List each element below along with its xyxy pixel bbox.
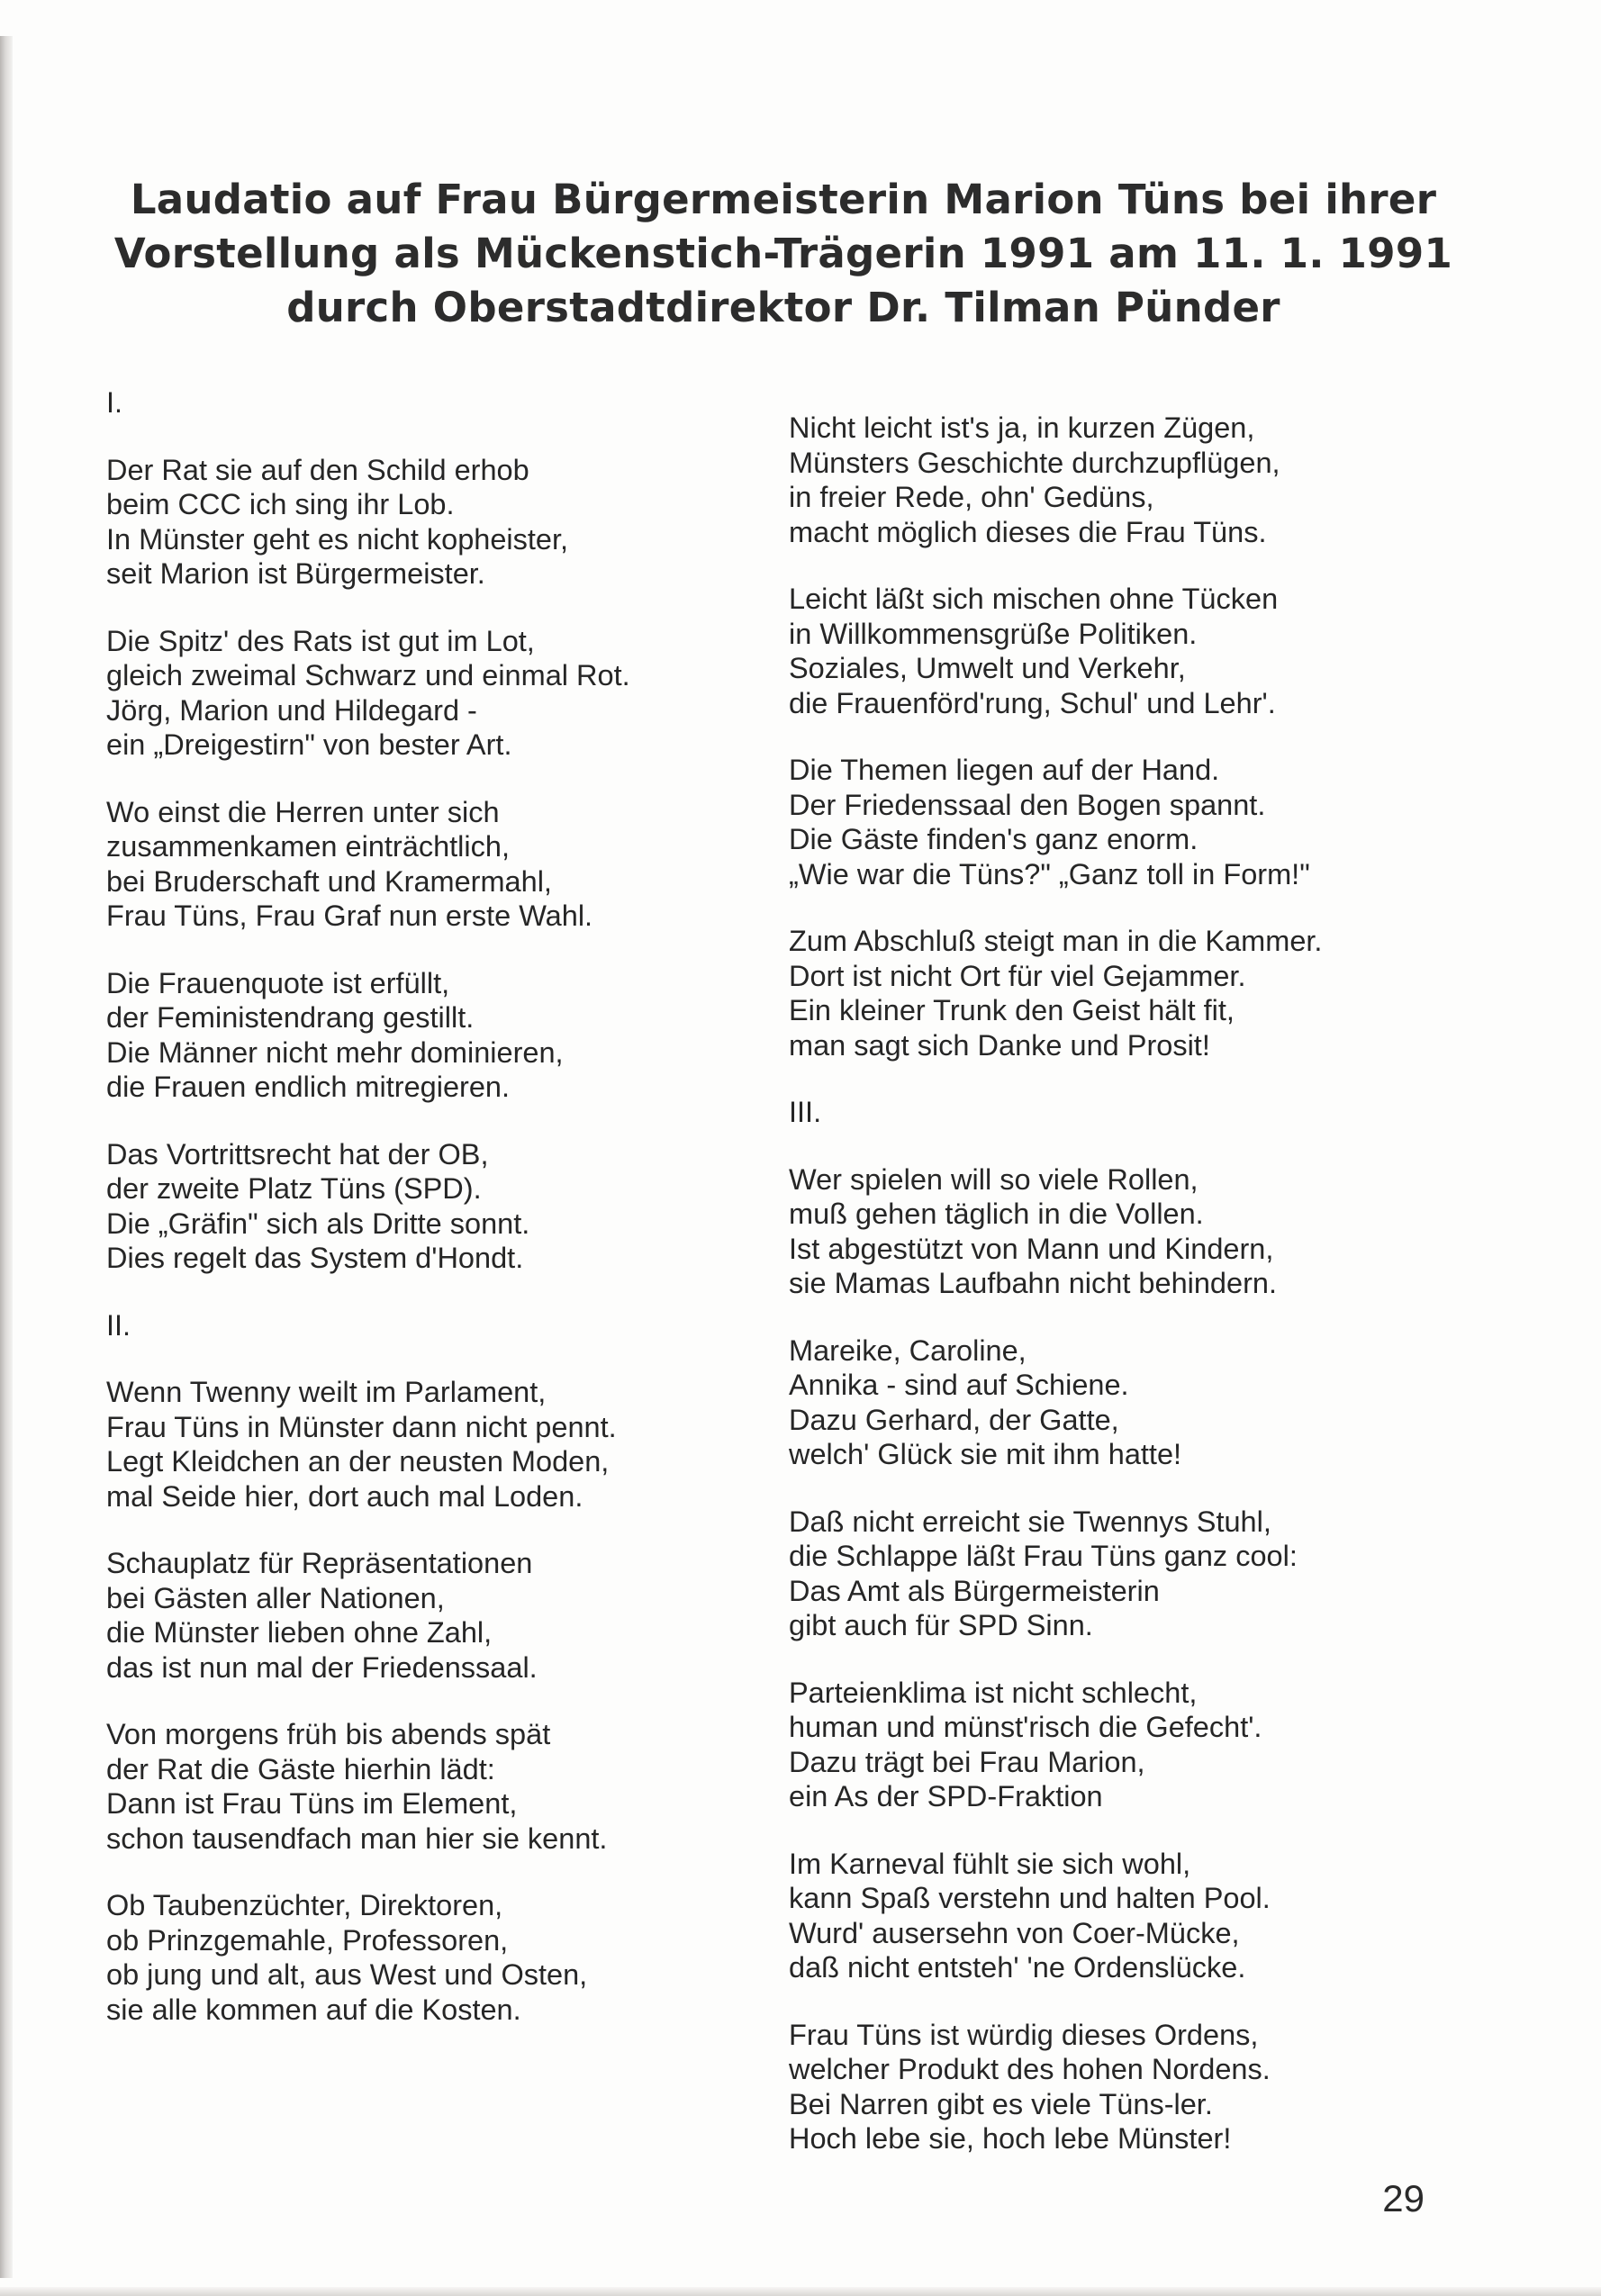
verse-line: Frau Tüns in Münster dann nicht pennt. xyxy=(106,1410,617,1443)
verse-line: bei Bruderschaft und Kramermahl, xyxy=(106,864,552,898)
title-line: Vorstellung als Mückenstich-Trägerin 1991 am 11. 1. 1991 xyxy=(113,230,1453,277)
stanza xyxy=(106,453,755,592)
verse-line: seit Marion ist Bürgermeister. xyxy=(106,557,485,590)
verse-line: Wenn Twenny weilt im Parlament, xyxy=(106,1376,547,1408)
verse-line: Daß nicht erreicht sie Twennys Stuhl, xyxy=(789,1505,1271,1538)
verse-line: Schauplatz für Repräsentationen xyxy=(106,1547,533,1579)
verse-line: in Willkommensgrüße Politiken. xyxy=(789,617,1198,650)
verse-line: welch' Glück sie mit ihm hatte! xyxy=(789,1438,1182,1470)
verse-line: mal Seide hier, dort auch mal Loden. xyxy=(106,1479,583,1513)
stanza xyxy=(789,1162,1473,1301)
page-bottom-edge xyxy=(0,2287,1601,2296)
verse-line: Dazu Gerhard, der Gatte, xyxy=(789,1403,1119,1436)
verse-line: der zweite Platz Tüns (SPD). xyxy=(106,1172,482,1205)
verse-line: bei Gästen aller Nationen, xyxy=(106,1581,445,1614)
stanza xyxy=(106,1375,755,1514)
verse-line: sie alle kommen auf die Kosten. xyxy=(106,1993,521,2026)
verse-line: ob jung und alt, aus West und Osten, xyxy=(106,1958,588,1991)
verse-line: der Feministendrang gestillt. xyxy=(106,1001,475,1034)
verse-line: kann Spaß verstehn und halten Pool. xyxy=(789,1882,1271,1914)
verse-line: Leicht läßt sich mischen ohne Tücken xyxy=(789,583,1279,615)
stanza xyxy=(789,753,1473,891)
verse-line: sie Mamas Laufbahn nicht behindern. xyxy=(789,1267,1278,1299)
right-column xyxy=(789,411,1473,2189)
verse-line: ein „Dreigestirn" von bester Art. xyxy=(106,728,512,761)
verse-line: Die Themen liegen auf der Hand. xyxy=(789,754,1220,786)
verse-line: welcher Produkt des hohen Nordens. xyxy=(789,2053,1271,2085)
stanza xyxy=(789,582,1473,720)
verse-line: In Münster geht es nicht kopheister, xyxy=(106,522,569,556)
verse-line: Die Spitz' des Rats ist gut im Lot, xyxy=(106,624,535,657)
verse-line: Die Männer nicht mehr dominieren, xyxy=(106,1035,564,1069)
verse-line: Soziales, Umwelt und Verkehr, xyxy=(789,652,1186,684)
verse-line: die Frauen endlich mitregieren. xyxy=(106,1071,511,1103)
verse-line: Dies regelt das System d'Hondt. xyxy=(106,1242,524,1274)
verse-line: Von morgens früh bis abends spät xyxy=(106,1718,551,1750)
verse-line: Frau Tüns, Frau Graf nun erste Wahl. xyxy=(106,899,593,932)
verse-line: ein As der SPD-Fraktion xyxy=(789,1780,1103,1812)
stanza xyxy=(789,411,1473,549)
verse-line: Dort ist nicht Ort für viel Gejammer. xyxy=(789,959,1246,992)
verse-line: Mareike, Caroline, xyxy=(789,1333,1027,1367)
verse-line: schon tausendfach man hier sie kennt. xyxy=(106,1821,608,1855)
stanza xyxy=(789,1676,1473,1814)
verse-line: Frau Tüns ist würdig dieses Ordens, xyxy=(789,2018,1259,2051)
verse-line: Münsters Geschichte durchzupflügen, xyxy=(789,446,1280,479)
section-numeral-i: I. xyxy=(106,386,123,419)
stanza xyxy=(106,966,755,1105)
section-numeral-iii: III. xyxy=(789,1096,822,1128)
stanza xyxy=(789,1333,1473,1472)
verse-line: Das Amt als Bürgermeisterin xyxy=(789,1574,1160,1607)
page-title xyxy=(108,173,1459,335)
stanza xyxy=(106,1717,755,1856)
verse-line: beim CCC ich sing ihr Lob. xyxy=(106,488,455,520)
verse-line: human und münst'risch die Gefecht'. xyxy=(789,1711,1262,1743)
verse-line: Bei Narren gibt es viele Tüns-ler. xyxy=(789,2087,1213,2120)
verse-line: Jörg, Marion und Hildegard - xyxy=(106,693,477,727)
verse-line: Die Frauenquote ist erfüllt, xyxy=(106,966,450,999)
verse-line: Ist abgestützt von Mann und Kindern, xyxy=(789,1232,1274,1265)
verse-line: Wo einst die Herren unter sich xyxy=(106,795,500,828)
stanza xyxy=(789,2018,1473,2156)
stanza xyxy=(789,1505,1473,1643)
verse-line: Ein kleiner Trunk den Geist hält fit, xyxy=(789,994,1235,1026)
stanza xyxy=(789,1847,1473,1985)
verse-line: daß nicht entsteh' 'ne Ordenslücke. xyxy=(789,1951,1246,1984)
verse-line: man sagt sich Danke und Prosit! xyxy=(789,1028,1210,1062)
verse-line: „Wie war die Tüns?" „Ganz toll in Form!" xyxy=(789,857,1310,890)
page-binding-edge xyxy=(0,36,13,2278)
verse-line: gibt auch für SPD Sinn. xyxy=(789,1609,1093,1641)
verse-line: die Schlappe läßt Frau Tüns ganz cool: xyxy=(789,1540,1298,1572)
verse-line: Parteienklima ist nicht schlecht, xyxy=(789,1676,1198,1709)
verse-line: ob Prinzgemahle, Professoren, xyxy=(106,1923,509,1957)
verse-line: Im Karneval fühlt sie sich wohl, xyxy=(789,1847,1191,1880)
page-number: 29 xyxy=(1382,2177,1425,2219)
stanza xyxy=(106,1137,755,1276)
verse-line: Dazu trägt bei Frau Marion, xyxy=(789,1745,1145,1778)
verse-line: zusammenkamen einträchtlich, xyxy=(106,830,510,863)
verse-line: muß gehen täglich in die Vollen. xyxy=(789,1198,1204,1230)
verse-line: macht möglich dieses die Frau Tüns. xyxy=(789,515,1267,548)
stanza xyxy=(106,624,755,763)
verse-line: Annika - sind auf Schiene. xyxy=(789,1369,1129,1401)
verse-line: Dann ist Frau Tüns im Element, xyxy=(106,1787,518,1820)
verse-line: Der Friedenssaal den Bogen spannt. xyxy=(789,788,1266,821)
verse-line: in freier Rede, ohn' Gedüns, xyxy=(789,481,1154,513)
verse-line: Die „Gräfin" sich als Dritte sonnt. xyxy=(106,1207,530,1240)
verse-line: die Frauenförd'rung, Schul' und Lehr'. xyxy=(789,686,1276,719)
verse-line: Das Vortrittsrecht hat der OB, xyxy=(106,1137,489,1171)
verse-line: Hoch lebe sie, hoch lebe Münster! xyxy=(789,2122,1232,2155)
stanza xyxy=(789,924,1473,1062)
verse-line: der Rat die Gäste hierhin lädt: xyxy=(106,1752,495,1785)
left-column xyxy=(106,385,755,2059)
stanza xyxy=(106,795,755,934)
section-numeral-ii: II. xyxy=(106,1308,131,1342)
verse-line: das ist nun mal der Friedenssaal. xyxy=(106,1650,538,1684)
title-line: Laudatio auf Frau Bürgermeisterin Marion Tüns bei ihrer xyxy=(130,176,1437,223)
title-line: durch Oberstadtdirektor Dr. Tilman Pünder xyxy=(286,284,1280,331)
verse-line: gleich zweimal Schwarz und einmal Rot. xyxy=(106,659,630,692)
verse-line: Zum Abschluß steigt man in die Kammer. xyxy=(789,925,1323,957)
verse-line: Der Rat sie auf den Schild erhob xyxy=(106,453,529,486)
verse-line: Wurd' ausersehn von Coer-Mücke, xyxy=(789,1916,1240,1949)
stanza xyxy=(106,1546,755,1685)
verse-line: Wer spielen will so viele Rollen, xyxy=(789,1162,1198,1196)
verse-line: die Münster lieben ohne Zahl, xyxy=(106,1616,493,1649)
verse-line: Die Gäste finden's ganz enorm. xyxy=(789,823,1198,855)
verse-line: Ob Taubenzüchter, Direktoren, xyxy=(106,1889,503,1921)
verse-line: Nicht leicht ist's ja, in kurzen Zügen, xyxy=(789,411,1255,444)
verse-line: Legt Kleidchen an der neusten Moden, xyxy=(106,1445,610,1478)
stanza xyxy=(106,1888,755,2027)
